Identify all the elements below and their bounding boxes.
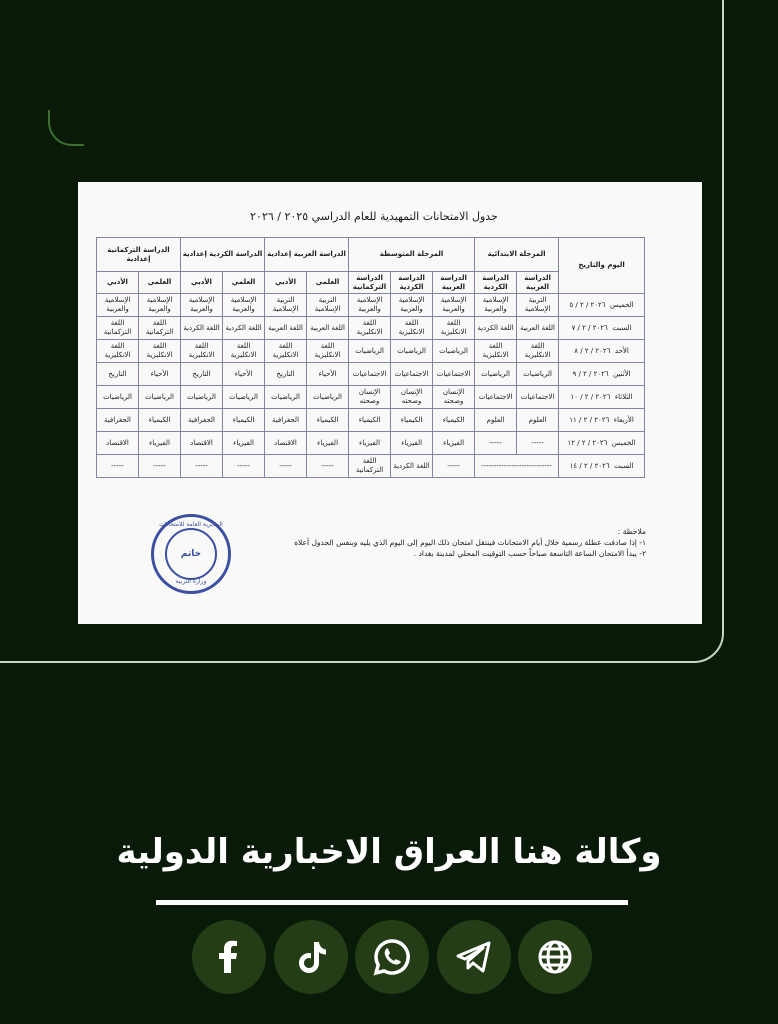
table-cell: اللغة الانكليزية: [349, 317, 391, 340]
table-cell: الأحياء: [139, 363, 181, 386]
table-cell: الاجتماعيات: [391, 363, 433, 386]
table-cell: الإنسان وصحته: [433, 386, 475, 409]
subheader-cell: الدراسة الكردية: [391, 272, 433, 294]
table-cell: الرياضيات: [223, 386, 265, 409]
date-label: ٢٠٢٦ / ٢ / ١٢: [567, 438, 608, 447]
table-cell: الجغرافية: [97, 409, 139, 432]
date-label: ٢٠٢٦ / ٢ / ١٤: [569, 461, 610, 470]
table-cell: الكيمياء: [391, 409, 433, 432]
table-cell: العلوم: [475, 409, 517, 432]
table-cell: اللغة الانكليزية: [265, 340, 307, 363]
table-cell: الرياضيات: [475, 363, 517, 386]
table-cell: -----: [475, 432, 517, 455]
table-cell: اللغة الانكليزية: [517, 340, 559, 363]
day-date-cell: [559, 363, 645, 386]
day-date-cell: [559, 455, 645, 478]
table-cell: الإنسان وصحته: [349, 386, 391, 409]
table-cell: الاجتماعيات: [475, 386, 517, 409]
table-cell: اللغة العربية: [307, 317, 349, 340]
day-label: الأحد: [614, 346, 629, 355]
table-cell: الإسلامية والعربية: [139, 294, 181, 317]
notes-block: [206, 526, 646, 559]
table-cell: -----: [97, 455, 139, 478]
table-cell: التربية الإسلامية: [307, 294, 349, 317]
table-cell: اللغة التركمانية: [97, 317, 139, 340]
table-cell: الاجتماعيات: [517, 386, 559, 409]
telegram-button[interactable]: [437, 920, 511, 994]
table-row: [97, 340, 645, 363]
table-cell: التربية الإسلامية: [517, 294, 559, 317]
table-cell: -----: [307, 455, 349, 478]
table-cell: اللغة الانكليزية: [391, 317, 433, 340]
subheader-cell: العلمي: [307, 272, 349, 294]
subheader-cell: الأدبي: [97, 272, 139, 294]
table-cell: الإسلامية والعربية: [433, 294, 475, 317]
table-cell: الإسلامية والعربية: [349, 294, 391, 317]
subheader-cell: الدراسة العربية: [517, 272, 559, 294]
note-item: ١- إذا صادفت عطلة رسمية خلال أيام الامتحانات فينتقل امتحان ذلك اليوم إلى اليوم الذي يليه وبنفس الجدول أعلاه: [294, 538, 646, 547]
table-cell: اللغة الكردية: [391, 455, 433, 478]
day-date-cell: [559, 340, 645, 363]
day-label: الخميس: [611, 438, 636, 447]
notes-heading: ملاحظة :: [617, 527, 646, 536]
table-cell: -----: [265, 455, 307, 478]
table-cell: اللغة الانكليزية: [181, 340, 223, 363]
website-button[interactable]: [518, 920, 592, 994]
table-cell: الاقتصاد: [97, 432, 139, 455]
subheader-cell: الأدبي: [181, 272, 223, 294]
subheader-cell: الأدبي: [265, 272, 307, 294]
date-label: ٢٠٢٦ / ٢ / ٨: [574, 346, 611, 355]
header-group-intermediate: المرحلة المتوسطة: [349, 238, 475, 272]
day-label: الأربعاء: [613, 415, 634, 424]
table-cell: الرياضيات: [139, 386, 181, 409]
official-stamp: [151, 514, 231, 594]
date-label: ٢٠٢٦ / ٢ / ١١: [569, 415, 610, 424]
header-group-arabic-prep: الدراسة العربية إعدادية: [265, 238, 349, 272]
header-group-kurdish-prep: الدراسة الكردية إعدادية: [181, 238, 265, 272]
table-cell: -----: [139, 455, 181, 478]
table-cell: اللغة الانكليزية: [223, 340, 265, 363]
subheader-cell: الدراسة الكردية: [475, 272, 517, 294]
table-cell: الإسلامية والعربية: [181, 294, 223, 317]
table-cell: الجغرافية: [265, 409, 307, 432]
table-cell: -----: [223, 455, 265, 478]
header-day-date: اليوم والتاريخ: [559, 238, 645, 294]
table-cell: الكيمياء: [433, 409, 475, 432]
table-cell: اللغة التركمانية: [139, 317, 181, 340]
table-row: [97, 455, 645, 478]
table-cell: الرياضيات: [517, 363, 559, 386]
table-cell: الفيزياء: [433, 432, 475, 455]
day-date-cell: [559, 317, 645, 340]
table-cell: العلوم: [517, 409, 559, 432]
table-cell: الرياضيات: [307, 386, 349, 409]
tiktok-button[interactable]: [274, 920, 348, 994]
table-row: [97, 386, 645, 409]
whatsapp-icon: [372, 937, 412, 977]
table-cell: الفيزياء: [223, 432, 265, 455]
telegram-icon: [454, 937, 494, 977]
subheader-cell: العلمي: [139, 272, 181, 294]
table-cell: الكيمياء: [349, 409, 391, 432]
day-label: السبت: [612, 323, 632, 332]
subheader-cell: العلمي: [223, 272, 265, 294]
date-label: ٢٠٢٦ / ٢ / ١٠: [570, 392, 611, 401]
date-label: ٢٠٢٦ / ٢ / ٧: [571, 323, 608, 332]
table-cell: الاقتصاد: [181, 432, 223, 455]
whatsapp-button[interactable]: [355, 920, 429, 994]
table-cell: الكيمياء: [139, 409, 181, 432]
table-cell: الإسلامية والعربية: [97, 294, 139, 317]
day-label: السبت: [614, 461, 634, 470]
globe-icon: [535, 937, 575, 977]
exam-schedule-document: [78, 182, 702, 624]
document-title: جدول الامتحانات التمهيدية للعام الدراسي ٢٠٢٥ / ٢٠٢٦: [250, 210, 498, 223]
table-cell: اللغة الانكليزية: [433, 317, 475, 340]
day-label: الخميس: [610, 300, 634, 309]
tiktok-icon: [291, 937, 331, 977]
day-date-cell: [559, 409, 645, 432]
stamp-center-text: خاتم: [180, 549, 202, 559]
table-cell: اللغة الانكليزية: [97, 340, 139, 363]
day-label: الأثنين: [613, 369, 631, 378]
table-cell: الاجتماعيات: [433, 363, 475, 386]
table-cell: الإسلامية والعربية: [223, 294, 265, 317]
day-date-cell: [559, 294, 645, 317]
table-row: [97, 317, 645, 340]
facebook-button[interactable]: [192, 920, 266, 994]
table-cell: الاجتماعيات: [349, 363, 391, 386]
table-cell: التاريخ: [265, 363, 307, 386]
table-cell: الفيزياء: [349, 432, 391, 455]
table-cell: الفيزياء: [391, 432, 433, 455]
exam-schedule-table: [96, 237, 645, 478]
table-cell: الرياضيات: [349, 340, 391, 363]
table-cell: اللغة الكردية: [223, 317, 265, 340]
divider-line: [156, 900, 628, 905]
table-cell: الرياضيات: [181, 386, 223, 409]
table-cell: الرياضيات: [433, 340, 475, 363]
subheader-cell: الدراسة العربية: [433, 272, 475, 294]
subheader-cell: الدراسة التركمانية: [349, 272, 391, 294]
table-cell: الاقتصاد: [265, 432, 307, 455]
table-cell: الأحياء: [307, 363, 349, 386]
table-row: [97, 409, 645, 432]
table-cell-merged: ----------------------------: [475, 455, 559, 478]
note-item: ٢- يبدأ الامتحان الساعة التاسعة صباحاً حسب التوقيت المحلي لمدينة بغداد .: [413, 549, 646, 558]
table-cell: الرياضيات: [97, 386, 139, 409]
table-cell: التاريخ: [97, 363, 139, 386]
day-date-cell: [559, 432, 645, 455]
table-cell: اللغة الكردية: [181, 317, 223, 340]
table-cell: اللغة الانكليزية: [307, 340, 349, 363]
date-label: ٢٠٢٦ / ٢ / ٥: [569, 300, 606, 309]
table-cell: اللغة الانكليزية: [475, 340, 517, 363]
table-cell: الإسلامية والعربية: [391, 294, 433, 317]
table-cell: اللغة العربية: [517, 317, 559, 340]
table-cell: التاريخ: [181, 363, 223, 386]
table-cell: اللغة الانكليزية: [139, 340, 181, 363]
table-cell: اللغة العربية: [265, 317, 307, 340]
date-label: ٢٠٢٦ / ٢ / ٩: [572, 369, 609, 378]
table-cell: الرياضيات: [265, 386, 307, 409]
table-row: [97, 294, 645, 317]
table-cell: -----: [433, 455, 475, 478]
social-links: [192, 920, 592, 994]
table-cell: الأحياء: [223, 363, 265, 386]
table-cell: الكيمياء: [223, 409, 265, 432]
agency-name: وكالة هنا العراق الاخبارية الدولية: [116, 832, 662, 872]
table-cell: الرياضيات: [391, 340, 433, 363]
stamp-ring-text: المديرية العامة للامتحانات: [159, 521, 223, 528]
day-date-cell: [559, 386, 645, 409]
table-cell: الكيمياء: [307, 409, 349, 432]
table-cell: الجغرافية: [181, 409, 223, 432]
table-cell: -----: [181, 455, 223, 478]
table-cell: التربية الإسلامية: [265, 294, 307, 317]
table-cell: الفيزياء: [307, 432, 349, 455]
stamp-bottom-text: وزارة التربية: [175, 578, 207, 585]
stamp-emblem: [165, 528, 217, 580]
facebook-icon: [209, 937, 249, 977]
table-row: [97, 432, 645, 455]
table-cell: اللغة الكردية: [475, 317, 517, 340]
header-group-turkmen-prep: الدراسة التركمانية إعدادية: [97, 238, 181, 272]
day-label: الثلاثاء: [614, 392, 633, 401]
table-cell: الفيزياء: [139, 432, 181, 455]
table-cell: -----: [517, 432, 559, 455]
table-cell: اللغة التركمانية: [349, 455, 391, 478]
table-cell: الإسلامية والعربية: [475, 294, 517, 317]
table-row: [97, 363, 645, 386]
header-group-primary: المرحلة الابتدائية: [475, 238, 559, 272]
table-cell: الإنسان وصحته: [391, 386, 433, 409]
